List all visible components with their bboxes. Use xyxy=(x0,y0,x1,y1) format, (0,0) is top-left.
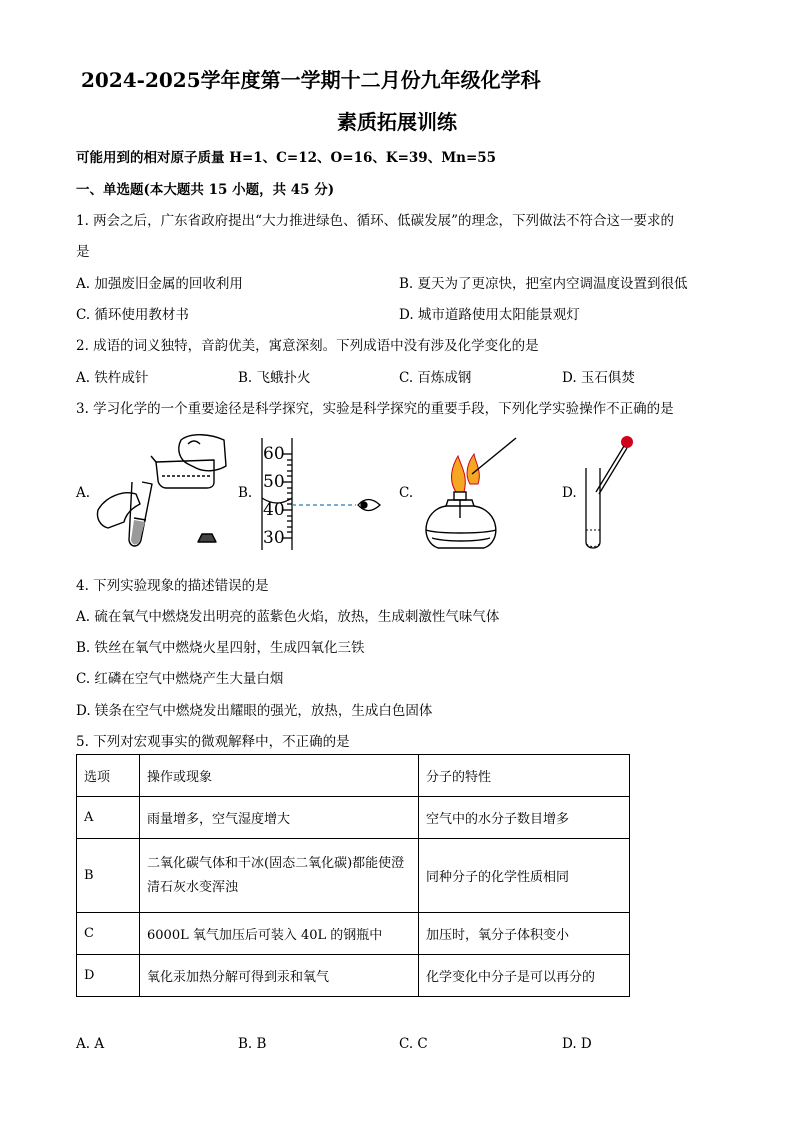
page-subtitle: 素质拓展训练 xyxy=(337,110,457,134)
table-cell: 加压时，氧分子体积变小 xyxy=(419,913,630,955)
table-cell: 雨量增多，空气湿度增大 xyxy=(140,797,419,839)
figure-pouring-liquid xyxy=(96,430,231,558)
table-cell: 空气中的水分子数目增多 xyxy=(419,797,630,839)
q3-option-c-letter: C. xyxy=(399,485,414,501)
q2-option-c: C. 百炼成钢 xyxy=(399,370,472,386)
q4-option-c: C. 红磷在空气中燃烧产生大量白烟 xyxy=(76,671,284,687)
table-header-cell: 选项 xyxy=(77,755,140,797)
figure-dropper-test-tube xyxy=(576,432,638,554)
q4-stem: 4. 下列实验现象的描述错误的是 xyxy=(76,578,269,594)
q3-option-a-letter: A. xyxy=(76,485,91,501)
q3-option-b-letter: B. xyxy=(238,485,253,501)
q3-option-d-letter: D. xyxy=(562,485,577,501)
table-cell: D xyxy=(77,955,140,997)
q2-option-b: B. 飞蛾扑火 xyxy=(238,370,311,386)
table-header-cell: 分子的特性 xyxy=(419,755,630,797)
q1-stem-line2: 是 xyxy=(76,244,90,260)
table-cell: 化学变化中分子是可以再分的 xyxy=(419,955,630,997)
table-row xyxy=(77,913,630,955)
figure-alcohol-lamp xyxy=(418,434,522,554)
table-cell: C xyxy=(77,913,140,955)
q5-option-d: D. D xyxy=(562,1036,592,1052)
cylinder-tick-50: 50 xyxy=(263,472,285,492)
q1-option-a: A. 加强废旧金属的回收利用 xyxy=(76,276,243,292)
table-row xyxy=(77,797,630,839)
atomic-masses: 可能用到的相对原子质量 H=1、C=12、O=16、K=39、Mn=55 xyxy=(76,150,497,166)
q2-option-d: D. 玉石俱焚 xyxy=(562,370,635,386)
q1-option-d: D. 城市道路使用太阳能景观灯 xyxy=(399,307,580,323)
cylinder-tick-30: 30 xyxy=(263,528,285,548)
q5-table xyxy=(76,754,630,997)
q4-option-b: B. 铁丝在氧气中燃烧火星四射，生成四氧化三铁 xyxy=(76,640,365,656)
q1-stem-line1: 1. 两会之后，广东省政府提出“大力推进绿色、循环、低碳发展”的理念，下列做法不符合这一要求的 xyxy=(76,213,674,229)
q4-option-d: D. 镁条在空气中燃烧发出耀眼的强光，放热，生成白色固体 xyxy=(76,703,433,719)
q1-option-b: B. 夏天为了更凉快，把室内空调温度设置到很低 xyxy=(399,276,688,292)
table-cell: B xyxy=(77,839,140,913)
table-cell: 同种分子的化学性质相同 xyxy=(419,839,630,913)
q5-option-a: A. A xyxy=(76,1036,105,1052)
q5-stem: 5. 下列对宏观事实的微观解释中，不正确的是 xyxy=(76,734,350,750)
table-row xyxy=(77,839,630,913)
q5-option-b: B. B xyxy=(238,1036,267,1052)
page-title: 2024-2025学年度第一学期十二月份九年级化学科 xyxy=(81,68,541,92)
q2-option-a: A. 铁杵成针 xyxy=(76,370,149,386)
q4-option-a: A. 硫在氧气中燃烧发出明亮的蓝紫色火焰，放热，生成刺激性气味气体 xyxy=(76,609,500,625)
cylinder-tick-60: 60 xyxy=(263,444,285,464)
q3-stem: 3. 学习化学的一个重要途径是科学探究，实验是科学探究的重要手段，下列化学实验操作不正确的是 xyxy=(76,401,674,417)
cylinder-tick-40: 40 xyxy=(263,500,285,520)
table-cell: 二氧化碳气体和干冰(固态二氧化碳)都能使澄清石灰水变浑浊 xyxy=(140,839,419,913)
table-cell: 氧化汞加热分解可得到汞和氧气 xyxy=(140,955,419,997)
table-cell: A xyxy=(77,797,140,839)
table-header-row xyxy=(77,755,630,797)
section-heading: 一、单选题(本大题共 15 小题，共 45 分) xyxy=(76,182,335,198)
table-cell: 6000L 氧气加压后可装入 40L 的钢瓶中 xyxy=(140,913,419,955)
q5-option-c: C. C xyxy=(399,1036,428,1052)
q2-stem: 2. 成语的词义独特，音韵优美，寓意深刻。下列成语中没有涉及化学变化的是 xyxy=(76,338,539,354)
q1-option-c: C. 循环使用教材书 xyxy=(76,307,189,323)
table-header-cell: 操作或现象 xyxy=(140,755,419,797)
table-row xyxy=(77,955,630,997)
